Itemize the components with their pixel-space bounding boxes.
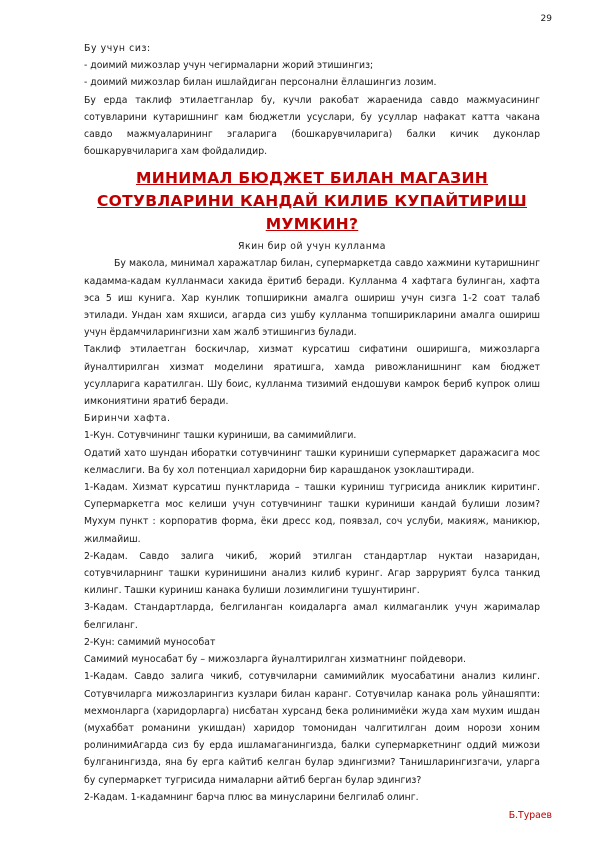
author-signature: Б.Тураев xyxy=(508,810,552,821)
page-number: 29 xyxy=(540,14,552,24)
article-title: МИНИМАЛ БЮДЖЕТ БИЛАН МАГАЗИН СОТУВЛАРИНИ КАНДАЙ КИЛИБ КУПАЙТИРИШ МУМКИН? xyxy=(96,169,528,234)
step-paragraph: 1-Кадам. Савдо залига чикиб, сотувчиларни самимийлик муосабатини анализ килинг. Сотувчиларга мижозларингиз кузлари билан каранг. Сотувчилар канака роль уйнашяпти: мехмонларга (харидорларга) нисбатан хурсанд бека ролинимиёки жуда хам мухим ишдан (мухаббат романини укишдан) харидор томонидан чалгитилган доим норози хоним ролинимиАгарда сиз бу ерда ишламаганингизда, балки супермаркетнинг оддий мижози булганингизда, яна бу ерга кайтиб келган булар эдингизми? Танишларингизгачи, уларга бу супермаркет тугрисида нималарни айтиб берган булар эдингиз? xyxy=(84,671,540,786)
step-paragraph: 1-Кадам. Хизмат курсатиш пунктларида – ташки куриниш тугрисида аниклик киритинг. Супермаркетга мос келиши учун сотувчининг ташки куриниши кандай булиши лозим? Мухум пункт : корпоратив форма, ёки дресс код, появзал, соч услуби, макияж, маникюр, жилмайиш. xyxy=(84,482,540,545)
article-subtitle: Якин бир ой учун кулланма xyxy=(238,241,386,253)
intro-bullet: - доимий мижозлар учун чегирмаларни жорий этишингиз; xyxy=(84,60,374,72)
intro-paragraph: Бу ерда таклиф этилаетганлар бу, кучли ракобат жараенида савдо мажмуасининг сотувларини кутаришнинг кам бюджетли усуслари, бу усуллар нафакат катта чакана савдо мажмуаларининг эгаларига (бошкарувчиларига) балки кичик дуконлар бошкарувчиларига хам фойдалидир. xyxy=(84,94,540,158)
intro-heading: Бу учун сиз: xyxy=(84,43,151,54)
step-paragraph: 2-Кадам. 1-кадамнинг барча плюс ва минусларини белгилаб олинг. xyxy=(84,791,419,803)
paragraph: Бу макола, минимал харажатлар билан, супермаркетда савдо хажмини кутаришнинг кадамма-кадам кулланмаси хакида ёритиб беради. Кулланма 4 хафтага булинган, хафта эса 5 иш кунига. Хар кунлик топширикни амалга ошириш учун сизга 1-2 соат талаб этилади. Ундан хам яхшиси, агарда сиз ушбу кулланма топширикларини амалга ошириш учун ёрдамчиларингизни хам жалб этишингиз булади. xyxy=(84,258,540,339)
day-heading: 2-Кун: самимий мунособат xyxy=(84,636,216,648)
week-heading: Биринчи хафта. xyxy=(84,413,171,425)
paragraph: Одатий хато шундан иборатки сотувчининг ташки куриниши супермаркет даражасига мос келмаслиги. Ва бу хол потенциал харидорни бир карашданок узоклаштиради. xyxy=(84,447,540,476)
step-paragraph: 3-Кадам. Стандартларда, белгиланган коидаларга амал килмаганлик учун жарималар белгиланг. xyxy=(84,602,540,631)
document-body xyxy=(84,40,540,806)
paragraph: Самимий муносабат бу – мижозларга йуналтирилган хизматнинг пойдевори. xyxy=(84,654,467,666)
step-paragraph: 2-Кадам. Савдо залига чикиб, жорий этилган стандартлар нуктаи назаридан, сотувчиларнинг ташки куринишини анализ килиб куринг. Агар заррурият булса танкид килинг. Ташки куриниш канака булиши лозимлигини тушунтиринг. xyxy=(84,550,540,597)
day-heading: 1-Кун. Сотувчининг ташки куриниши, ва самимийлиги. xyxy=(84,430,357,442)
intro-bullet: - доимий мижозлар билан ишлайдиган персонални ёллашингиз лозим. xyxy=(84,77,437,89)
paragraph: Таклиф этилаетган боскичлар, хизмат курсатиш сифатини оширишга, мижозларга йуналтирилган хизмат моделини яратишга, хамда ривожланишнинг кам бюджет усулларига каратилган. Шу боис, кулланма тизимий ендошуви камрок бериб купрок олиш имкониятини яратиб беради. xyxy=(84,344,540,408)
